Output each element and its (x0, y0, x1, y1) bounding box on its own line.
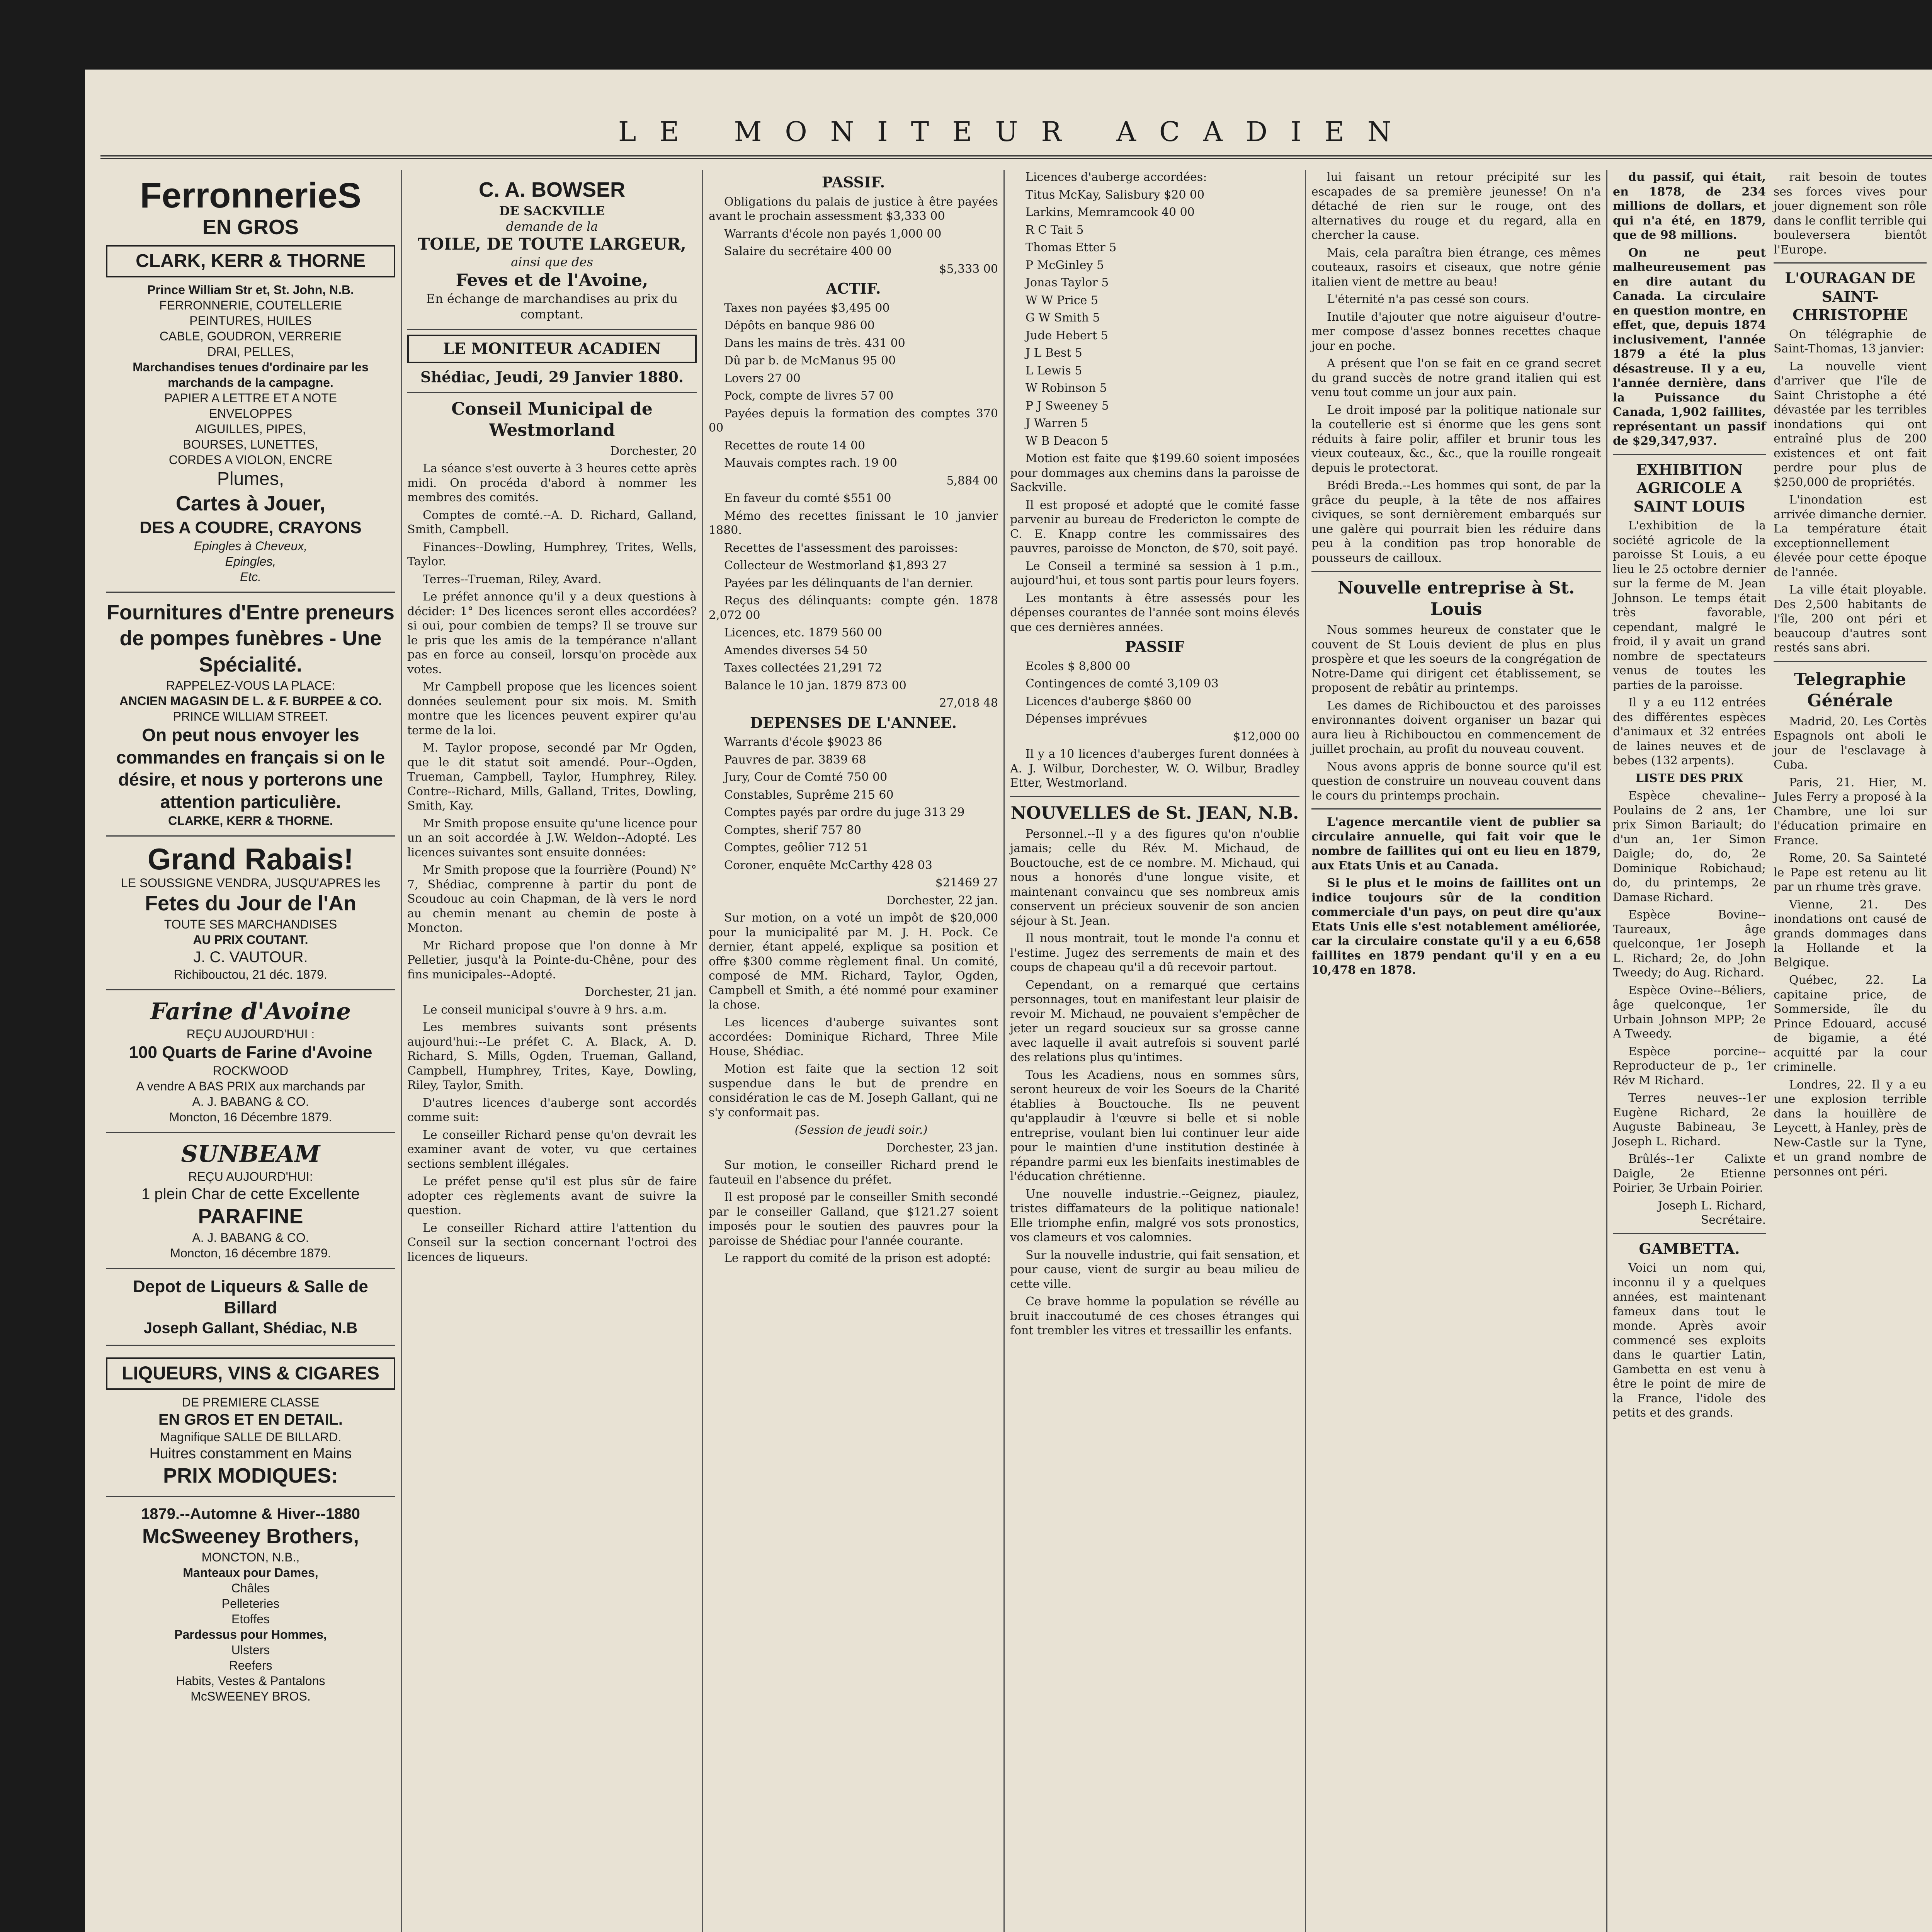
paragraph: Inutile d'ajouter que notre aiguiseur d'outre-mer compose d'assez bonnes recettes chaque jour en poche. (1311, 310, 1601, 353)
paragraph: Sur la nouvelle industrie, qui fait sensation, et pour cause, vient de surgir au beau milieu de cette ville. (1010, 1248, 1299, 1291)
paragraph: Les dames de Richibouctou et des paroisses environnantes doivent organiser un bazar qui aura lieu à Richibouctou en commencement de juillet prochain, au profit du nouveau couvent. (1311, 699, 1601, 756)
ad-product: PARAFINE (198, 1205, 303, 1228)
paragraph: Motion est faite que la section 12 soit suspendue dans le but de prendre en considération le cas de M. Joseph Gallant, qui ne s'y conformait pas. (709, 1062, 998, 1119)
ledger-line: Dans les mains de très. 431 00 (724, 336, 905, 350)
paper-title: LE MONITEUR ACADIEN (407, 335, 697, 363)
ad-place: ANCIEN MAGASIN DE L. & F. BURPEE & CO. (119, 694, 382, 708)
paragraph: Rome, 20. Sa Sainteté le Pape est retenu au lit par un rhume très grave. (1774, 851, 1927, 894)
ad-item: Etoffes (231, 1612, 270, 1626)
paragraph: Recettes de l'assessment des paroisses: (724, 541, 958, 555)
session-note: (Session de jeudi soir.) (794, 1123, 928, 1137)
ad-title: Farine d'Avoine (150, 998, 351, 1026)
ad-line: ENVELOPPES (209, 406, 293, 421)
ad-grand-rabais (106, 837, 395, 990)
paragraph: L'exhibition de la société agricole de la paroisse St Louis, a eu lieu le 25 octobre dernier sur la ferme de M. Jean Johnson. Le temps était très favorable, cependant, malgré le froid, il y avait un grand nombre de spectateurs venus de toutes les parties de la paroisse. (1613, 519, 1766, 692)
paragraph: Il nous montrait, tout le monde l'a connu et l'estime. Jugez des serrements de main et des coups de chapeau qu'il a dû recevoir partout. (1010, 932, 1299, 974)
paragraph: Vienne, 21. Des inondations ont causé de grands dommages dans la Hollande et la Belgique. (1774, 898, 1927, 969)
ad-line: DRAI, PELLES, (207, 345, 294, 359)
ad-title: Grand Rabais! (147, 842, 354, 876)
ad-bowser (407, 170, 697, 330)
license-line: Jude Hebert 5 (1026, 328, 1108, 342)
ad-ainsi: ainsi que des (511, 255, 593, 269)
ledger-total: 5,884 00 (946, 474, 998, 488)
ledger-line: Salaire du secrétaire 400 00 (724, 245, 892, 258)
ad-signature: Joseph Gallant, Shédiac, N.B (143, 1319, 358, 1337)
signature: Joseph L. Richard, Secrétaire. (1658, 1199, 1766, 1227)
paragraph: Cependant, on a remarqué que certains personnages, tout en manifestant leur plaisir de revoir M. Michaud, ne pouvaient s'empêcher de jeter un regard soucieux sur sa grosse canne avec laquelle il avait autrefois si souvent parlé des relations plus qu'intimes. (1010, 978, 1299, 1064)
paragraph: rait besoin de toutes ses forces vives pour jouer dignement son rôle dans le conflit terrible qui bouleversera bientôt l'Europe. (1774, 170, 1927, 257)
paragraph: Mr Richard propose que l'on donne à Mr Pelletier, jusqu'à la Pointe-du-Chêne, pour des fins municipales--Adopté. (407, 939, 697, 981)
paragraph: Voici un nom qui, inconnu il y a quelques années, est maintenant fameux dans tout le monde. Après avoir commencé ses exploits dans le quartier Latin, Gambetta en est venu à être le point de mire de la France, l'idole des petits et des grands. (1613, 1261, 1766, 1420)
ledger-line: Contingences de comté 3,109 03 (1026, 677, 1219, 690)
license-line: W B Deacon 5 (1026, 434, 1109, 448)
ad-prix: AU PRIX COUTANT. (193, 933, 308, 947)
ad-brand: ROCKWOOD (213, 1064, 289, 1078)
divider (1613, 454, 1766, 455)
ledger-line: Lovers 27 00 (724, 371, 801, 385)
license-line: G W Smith 5 (1026, 311, 1100, 325)
paragraph: On télégraphie de Saint-Thomas, 13 janvier: (1774, 327, 1927, 355)
ad-depot (106, 1269, 395, 1346)
ad-line: 1 plein Char de cette Excellente (141, 1185, 360, 1203)
ad-name: C. A. BOWSER (478, 178, 625, 201)
divider (1774, 262, 1927, 264)
ad-title: SUNBEAM (181, 1141, 320, 1168)
paragraph: Brédi Breda.--Les hommes qui sont, de par la grâce du peuple, à la tête de nos affaires civiques, se sont dernièrement embarqués sur une galère qui pourrait bien les réduire dans peu à la condition pas trop honorable de pousseurs de cailloux. (1311, 479, 1601, 565)
divider (1774, 661, 1927, 662)
ledger-line: Recettes de route 14 00 (724, 439, 866, 452)
ad-title: LIQUEURS, VINS & CIGARES (106, 1357, 395, 1390)
list-heading: LISTE DES PRIX (1635, 771, 1743, 785)
column-3 (703, 170, 1005, 1932)
paragraph: Londres, 22. Il y a eu une explosion terrible dans la houillère de Leycett, à Hanley, près de New-Castle sur la Tyne, et un grand nombre de personnes ont péri. (1774, 1078, 1927, 1179)
ad-pins2: Epingles, (225, 554, 276, 568)
paragraph: Mr Smith propose que la fourrière (Pound) N° 7, Shédiac, comprenne à partir du pont de Scoudouc au coin Chapman, de là vers le nord au chemin menant au chemin de poste à Moncton. (407, 863, 697, 935)
license-line: R C Tait 5 (1026, 223, 1084, 237)
ad-street: PRINCE WILLIAM STREET. (173, 709, 328, 724)
ad-cards: Cartes à Jouer, (175, 492, 326, 515)
ad-echange: En échange de marchandises au prix du comptant. (426, 291, 678, 321)
paragraph: Ce brave homme la population se révélle au bruit inaccoutumé de ces choses étranges qui font trembler les vitres et tressaillir les enfants. (1010, 1295, 1299, 1337)
ledger-line: Taxes non payées $3,495 00 (724, 301, 890, 315)
ad-signature: A. J. BABANG & CO. (192, 1230, 309, 1245)
paragraph: A présent que l'on se fait en ce grand secret du grand succès de notre grand italien qui est venu tout comme un jour aux pain. (1311, 357, 1601, 399)
ad-signature: McSWEENEY BROS. (190, 1689, 311, 1704)
ledger-total: $12,000 00 (1233, 730, 1299, 743)
ledger-total: 27,018 48 (939, 696, 998, 710)
column-6-split (1613, 170, 1927, 1423)
ad-season: 1879.--Automne & Hiver--1880 (141, 1505, 360, 1522)
paragraph: La séance s'est ouverte à 3 heures cette après midi. On procéda d'abord à nommer les membres des comités. (407, 462, 697, 504)
paragraph: Espèce chevaline--Poulains de 2 ans, 1er prix Simon Bariault; do d'un an, 1er Simon Daigle; do, do, 2e Dominique Robichaud; do, du printemps, 2e Damase Richard. (1613, 789, 1766, 904)
paragraph: Madrid, 20. Les Cortès Espagnols ont aboli le jour de l'esclavage à Cuba. (1774, 714, 1927, 772)
ad-mcsweeney (106, 1497, 395, 1711)
ledger-line: Payées depuis la formation des comptes 370 00 (709, 406, 998, 435)
paragraph: Comptes de comté.--A. D. Richard, Galland, Smith, Campbell. (407, 508, 697, 536)
ad-huitres: Huitres constamment en Mains (149, 1445, 352, 1462)
paragraph: Comptes, sherif 757 80 (724, 823, 861, 837)
dateline: Dorchester, 21 jan. (585, 985, 697, 999)
article-heading: Nouvelle entreprise à St. Louis (1337, 578, 1575, 619)
ad-demande: demande de la (506, 219, 598, 234)
paragraph: La nouvelle vient d'arriver que l'île de Saint Christophe a été dévastée par les terribles inondations qui ont entraîné plus de 200 existences et ont fait perdre pour plus de $250,000 de propriétés. (1774, 359, 1927, 489)
paragraph: L'inondation est arrivée dimanche dernier. La température était exceptionnellement élevée pour cette époque de l'année. (1774, 493, 1927, 579)
paragraph: Il est proposé et adopté que le comité fasse parvenir au bureau de Fredericton le compte de C. E. Knapp contre les commissaires des pauvres, paroisse de Moncton, de $70, soit payé. (1010, 498, 1299, 555)
paragraph: L'éternité n'a pas cessé son cours. (1327, 293, 1529, 306)
column-advertisements (100, 170, 402, 1932)
ad-etc: Etc. (240, 570, 262, 584)
paragraph: Taxes collectées 21,291 72 (724, 661, 882, 675)
ad-line: CABLE, GOUDRON, VERRERIE (159, 329, 342, 344)
license-line: P J Sweeney 5 (1026, 399, 1109, 413)
column-6-left (1613, 170, 1766, 1423)
ad-item: Châles (231, 1581, 270, 1595)
dateline: Dorchester, 20 (610, 444, 697, 458)
paragraph: Le conseiller Richard attire l'attention du Conseil sur la section concernant l'octroi des licences de liqueurs. (407, 1221, 697, 1264)
paragraph: Les membres suivants sont présents aujourd'hui:--Le préfet C. A. Black, A. D. Richard, S. Mills, Ogden, Trueman, Galland, Campbell, Humphrey, Trites, Kaye, Dowling, Riley, Taylor, Smith. (407, 1020, 697, 1092)
ledger-line: Dépôts en banque 986 00 (724, 319, 875, 332)
paragraph: Le préfet annonce qu'il y a deux questions à décider: 1° Des licences seront elles accordées? si oui, pour combien de temps? Il se trouve sur le pris que les amis de la tempérance n'allant pas en force au conseil, lorsqu'on procède aux votes. (407, 590, 697, 676)
paragraph: Amendes diverses 54 50 (724, 643, 867, 657)
ad-signature: CLARKE, KERR & THORNE. (168, 814, 333, 828)
paragraph: Balance le 10 jan. 1879 873 00 (724, 679, 906, 692)
dateline: Dorchester, 23 jan. (886, 1141, 998, 1155)
ad-date: Moncton, 16 Décembre 1879. (169, 1110, 332, 1124)
ledger-heading: PASSIF (1125, 638, 1185, 655)
paragraph: Brûlés--1er Calixte Daigle, 2e Etienne Poirier, 3e Urbain Poirier. (1613, 1152, 1766, 1195)
divider (1311, 571, 1601, 572)
paragraph: Reçus des délinquants: compte gén. 1878 2,072 00 (709, 594, 998, 622)
ad-signature: A. J. BABANG & CO. (192, 1095, 309, 1109)
divider (407, 392, 697, 393)
ad-sunbeam (106, 1133, 395, 1269)
ad-recu: REÇU AUJOURD'HUI : (186, 1027, 315, 1041)
ad-toute: TOUTE SES MARCHANDISES (164, 917, 337, 932)
ad-fournitures (106, 593, 395, 837)
license-line: Larkins, Memramcook 40 00 (1026, 206, 1195, 219)
paragraph: Espèce porcine--Reproducteur de p., 1er Rév M Richard. (1613, 1044, 1766, 1087)
ad-place: DE SACKVILLE (499, 203, 605, 218)
paragraph: Il y a 10 licences d'auberges furent données à A. J. Wilbur, Dorchester, W. O. Wilbur, Bradley Etter, Westmorland. (1010, 747, 1299, 790)
paragraph: Warrants d'école $9023 86 (724, 735, 883, 749)
ad-ferronneries (106, 170, 395, 593)
license-line: W Robinson 5 (1026, 381, 1107, 395)
divider (1311, 808, 1601, 810)
ad-subtitle: EN GROS (202, 215, 299, 239)
paper-date: Shédiac, Jeudi, 29 Janvier 1880. (420, 368, 684, 386)
ad-line: BOURSES, LUNETTES, (183, 437, 318, 452)
masthead: LE MONITEUR ACADIEN (100, 116, 1932, 159)
ad-line: Marchandises tenues d'ordinaire par les marchands de la campagne. (133, 360, 369, 390)
paragraph: Finances--Dowling, Humphrey, Trites, Wells, Taylor. (407, 540, 697, 568)
paragraph: Mémo des recettes finissant le 10 janvier 1880. (709, 509, 998, 537)
paragraph: Comptes payés par ordre du juge 313 29 (724, 806, 965, 819)
ad-qty: 100 Quarts de Farine d'Avoine (129, 1043, 372, 1062)
ad-recu: REÇU AUJOURD'HUI: (188, 1170, 313, 1184)
paragraph: Coroner, enquête McCarthy 428 03 (724, 858, 932, 872)
ad-firm: McSweeney Brothers, (142, 1524, 359, 1548)
paragraph: L'agence mercantile vient de publier sa circulaire annuelle, qui fait voir que le nombre de faillites qui ont eu lieu en 1879, aux Etats Unis et au Canada. (1311, 815, 1601, 872)
ad-title: Depot de Liqueurs & Salle de Billard (133, 1277, 368, 1317)
license-line: W W Price 5 (1026, 293, 1099, 307)
ad-farine (106, 990, 395, 1133)
divider (1010, 796, 1299, 797)
paragraph: Le préfet pense qu'il est plus sûr de faire adopter ces règlements avant de suivre la question. (407, 1175, 697, 1217)
article-heading: NOUVELLES de St. JEAN, N.B. (1010, 803, 1299, 823)
paragraph: On ne peut malheureusement pas en dire autant du Canada. La circulaire en question montre, en effet, que, depuis 1874 inclusivement, l'année 1879 a été la plus désastreuse. Il y a eu, l'année dernière, dans la Puissance du Canada, 1,902 faillites, représentant un passif de $29,347,937. (1613, 246, 1766, 448)
paragraph: Motion est faite que $199.60 soient imposées pour dommages aux chemins dans la paroisse de Sackville. (1010, 452, 1299, 494)
paragraph: Le rapport du comité de la prison est adopté: (724, 1252, 991, 1265)
ledger-line: Obligations du palais de justice à être payées avant le prochain assessment $3,333 00 (709, 195, 998, 223)
paragraph: Terres--Trueman, Riley, Avard. (423, 572, 602, 586)
ad-feves: Feves et de l'Avoine, (456, 270, 648, 290)
license-line: J L Best 5 (1026, 346, 1082, 360)
ledger-line: Dû par b. de McManus 95 00 (724, 354, 896, 367)
ledger-heading: ACTIF. (826, 280, 881, 297)
license-line: L Lewis 5 (1026, 364, 1082, 378)
column-5 (1306, 170, 1607, 1932)
license-line: Jonas Taylor 5 (1026, 276, 1109, 289)
paragraph: Jury, Cour de Comté 750 00 (724, 770, 888, 784)
paragraph: Sur motion, on a voté un impôt de $20,000 pour la municipalité par M. J. H. Pock. Ce dernier, étant appelé, explique sa position et offre $300 comme règlement final. Un comité, composé de MM. Richard, Taylor, Ogden, Campbell et Smith, a été nommé pour examiner la chose. (709, 911, 998, 1012)
ad-date: Moncton, 16 décembre 1879. (170, 1246, 331, 1260)
ad-billard: Magnifique SALLE DE BILLARD. (160, 1430, 342, 1444)
paragraph: D'autres licences d'auberge sont accordés comme suit: (407, 1096, 697, 1124)
ad-address: Prince William Str et, St. John, N.B. (147, 283, 354, 297)
ledger-line: Pock, compte de livres 57 00 (724, 389, 894, 403)
license-line: J Warren 5 (1026, 417, 1088, 430)
paragraph: Licences d'auberge accordées: (1026, 170, 1207, 184)
ad-line: FERRONNERIE, COUTELLERIE (159, 298, 342, 313)
article-heading: Conseil Municipal de Westmorland (451, 399, 653, 440)
ad-firm: CLARK, KERR & THORNE (106, 245, 395, 277)
ad-dice: DES A COUDRE, CRAYONS (139, 518, 362, 537)
paragraph: Sur motion, le conseiller Richard prend le fauteuil en l'absence du préfet. (709, 1158, 998, 1187)
ledger-line: Mauvais comptes rach. 19 00 (724, 456, 897, 470)
dateline: Dorchester, 22 jan. (886, 893, 998, 907)
column-2 (402, 170, 703, 1932)
ad-fetes: Fetes du Jour de l'An (145, 891, 356, 915)
ledger-total: $21469 27 (935, 876, 998, 889)
ad-line: PEINTURES, HUILES (189, 314, 312, 328)
paragraph: Pauvres de par. 3839 68 (724, 753, 866, 767)
ad-title: Fournitures d'Entre preneurs de pompes funèbres - Une Spécialité. (107, 600, 395, 676)
article-heading: GAMBETTA. (1639, 1240, 1740, 1257)
ledger-line: Licences d'auberge $860 00 (1026, 694, 1192, 708)
paragraph: du passif, qui était, en 1878, de 234 millions de dollars, et qui n'a été, en 1879, que de 98 millions. (1613, 170, 1766, 242)
ledger-line: Dépenses imprévues (1026, 712, 1147, 726)
divider (1613, 1233, 1766, 1234)
license-line: Thomas Etter 5 (1026, 241, 1117, 254)
paragraph: Québec, 22. La capitaine price, de Sommerside, île du Prince Edouard, accusé de bigamie, a été acquitté par la cour criminelle. (1774, 973, 1927, 1074)
article-heading: Telegraphie Générale (1794, 669, 1906, 711)
ad-item: Pelleteries (221, 1597, 280, 1611)
ad-line: AIGUILLES, PIPES, (195, 422, 306, 436)
paragraph: Mr Smith propose ensuite qu'une licence pour un an soit accordée à J.W. Weldon--Adopté. Les licences suivantes sont ensuite données: (407, 816, 697, 859)
paragraph: Collecteur de Westmorland $1,893 27 (724, 559, 947, 572)
ad-gros: EN GROS ET EN DETAIL. (158, 1411, 343, 1428)
ad-pins: Epingles à Cheveux, (194, 539, 308, 553)
paragraph: Licences, etc. 1879 560 00 (724, 626, 882, 639)
ad-liqueurs (106, 1346, 395, 1497)
ledger-total: $5,333 00 (939, 262, 998, 276)
column-6 (1607, 170, 1932, 1932)
ad-item: Ulsters (231, 1643, 270, 1657)
article-heading: L'OURAGAN DE SAINT-CHRISTOPHE (1785, 269, 1915, 323)
paragraph: Il y a eu 112 entrées des différentes espèces d'animaux et 32 entrées de laines neuves et de bebes (132 arpents). (1613, 696, 1766, 767)
ad-body: On peut nous envoyer les commandes en français si on le désire, et nous y porterons une attention particulière. (116, 725, 385, 812)
paragraph: Une nouvelle industrie.--Geignez, piaulez, tristes diffamateurs de la politique nationale! Elle triomphe enfin, malgré vos sots pronostics, vos clameurs et vos calomnies. (1010, 1187, 1299, 1244)
article-heading: EXHIBITION AGRICOLE A SAINT LOUIS (1633, 461, 1745, 515)
column-6-right (1774, 170, 1927, 1423)
ad-line: Plumes, (217, 469, 284, 490)
paragraph: Paris, 21. Hier, M. Jules Ferry a proposé à la Chambre, une loi sur l'éducation primaire en France. (1774, 776, 1927, 847)
paragraph: Payées par les délinquants de l'an dernier. (724, 576, 974, 590)
license-line: P McGinley 5 (1026, 258, 1104, 272)
ad-sub: DE PREMIERE CLASSE (182, 1395, 320, 1409)
paragraph: Personnel.--Il y a des figures qu'on n'oublie jamais; celle du Rév. M. Michaud, de Bouctouche, est de ce nombre. M. Michaud, qui nous a honorés d'une longue visite, et maintenant convaincu que ses nombreux amis conservent un précieux souvenir de son ancien séjour à St. Jean. (1010, 827, 1299, 928)
ad-item: Manteaux pour Dames, (183, 1566, 318, 1580)
paragraph: Comptes, geôlier 712 51 (724, 841, 869, 854)
paragraph: Nous sommes heureux de constater que le couvent de St Louis devient de plus en plus prospère et que les soeurs de la congrégation de Notre-Dame qui dirigent cet établissement, se proposent de rebâtir au printemps. (1311, 623, 1601, 695)
ad-item: Reefers (229, 1658, 272, 1673)
paragraph: lui faisant un retour précipité sur les escapades de sa première jeunesse! On n'a détaché de rien sur le rouge, ont des alternatives du rouge et du regard, alla en chercher la cause. (1311, 170, 1601, 242)
paragraph: Mr Campbell propose que les licences soient données seulement pour six mois. M. Smith montre que les licences peuvent expirer qu'au terme de la loi. (407, 680, 697, 737)
paragraph: La ville était ployable. Des 2,500 habitants de l'île, 200 ont péri et beaucoup d'autres sont restés sans abri. (1774, 583, 1927, 655)
ad-line: PAPIER A LETTRE ET A NOTE (164, 391, 337, 405)
ad-toile: TOILE, DE TOUTE LARGEUR, (418, 234, 686, 253)
ad-prix: PRIX MODIQUES: (163, 1464, 338, 1488)
license-line: Titus McKay, Salisbury $20 00 (1026, 188, 1205, 202)
paragraph: Constables, Suprême 215 60 (724, 788, 894, 802)
paragraph: Le conseiller Richard pense qu'on devrait les examiner avant de voter, vu que certaines sections semblent illégales. (407, 1128, 697, 1171)
ad-date: Richibouctou, 21 déc. 1879. (174, 968, 327, 982)
paragraph: Les montants à être assessés pour les dépenses courantes de l'année sont moins élevés que ces dernières années. (1010, 591, 1299, 634)
ad-city: MONCTON, N.B., (201, 1550, 300, 1565)
paragraph: Nous avons appris de bonne source qu'il est question de construire un nouveau couvent dans le cours du printemps prochain. (1311, 760, 1601, 803)
paragraph: Mais, cela paraîtra bien étrange, ces mêmes couteaux, rasoirs et ciseaux, que notre génie italien vient de mettre au beau! (1311, 246, 1601, 289)
ad-signature: J. C. VAUTOUR. (193, 949, 308, 966)
paragraph: Il est proposé par le conseiller Smith secondé par le conseiller Galland, que $121.27 soient imposés pour le soutien des pauvres pour la paroisse de Shédiac pour l'année courante. (709, 1190, 998, 1248)
ledger-heading: PASSIF. (821, 173, 885, 191)
paragraph: Les licences d'auberge suivantes sont accordées: Dominique Richard, Three Mile House, Shédiac. (709, 1015, 998, 1058)
paragraph: Espèce Ovine--Béliers, âge quelconque, 1er Urbain Johnson MPP; 2e A Tweedy. (1613, 983, 1766, 1041)
paragraph: M. Taylor propose, secondé par Mr Ogden, que le dit statut soit amendé. Pour--Ogden, Trueman, Campbell, Taylor, Humphrey, Riley. Contre--Richard, Mills, Galland, Trites, Dowling, Smith, Kay. (407, 741, 697, 813)
ledger-line: Warrants d'école non payés 1,000 00 (724, 227, 942, 241)
paragraph: Tous les Acadiens, nous en sommes sûrs, seront heureux de voir les Soeurs de la Charité établies à Bouctouche. Ils ne peuvent qu'applaudir à l'œuvre si belle et si noble entreprise, voulant bien lui continuer leur aide pour le maintien d'une institution destinée à répandre parmi eux les bienfaits inestimables de l'éducation chrétienne. (1010, 1068, 1299, 1183)
ad-item: Pardessus pour Hommes, (174, 1628, 327, 1642)
ad-sell: A vendre A BAS PRIX aux marchands par (136, 1079, 365, 1094)
paragraph: Le Conseil a terminé sa session à 1 p.m., aujourd'hui, et tous sont partis pour leurs foyers. (1010, 559, 1299, 587)
ad-rappel: RAPPELEZ-VOUS LA PLACE: (166, 679, 335, 693)
ad-title: FerronnerieS (140, 176, 361, 215)
ad-item: Habits, Vestes & Pantalons (176, 1674, 325, 1688)
ad-line: CORDES A VIOLON, ENCRE (168, 453, 333, 467)
paragraph: Terres neuves--1er Eugène Richard, 2e Auguste Babineau, 3e Joseph L. Richard. (1613, 1091, 1766, 1148)
ad-intro: LE SOUSSIGNE VENDRA, JUSQU'APRES les (121, 876, 381, 890)
ledger-heading: DEPENSES DE L'ANNEE. (750, 714, 957, 731)
paragraph: Le droit imposé par la politique nationale sur la coutellerie est si énorme que les gens sont réduits à faire polir, affiler et brunir tous les vieux couteaux, &c., &c., que la rouille rongeait depuis le protectorat. (1311, 403, 1601, 475)
paragraph: Le conseil municipal s'ouvre à 9 hrs. a.m. (423, 1003, 667, 1017)
ledger-line: Ecoles $ 8,800 00 (1026, 659, 1131, 673)
paragraph: Espèce Bovine--Taureaux, âge quelconque, 1er Joseph L. Richard; 2e, do John Tweedy; do Aug. Richard. (1613, 908, 1766, 980)
column-4 (1005, 170, 1306, 1932)
paragraph: En faveur du comté $551 00 (724, 492, 891, 505)
paragraph: Si le plus et le moins de faillites ont un indice toujours sûr de la condition commerciale d'un pays, on peut dire qu'aux Etats Unis elle s'est notablement améliorée, car la circulaire constate qu'il y a eu 6,658 faillites en 1879 pendant qu'il y en a eu 10,478 en 1878. (1311, 876, 1601, 977)
